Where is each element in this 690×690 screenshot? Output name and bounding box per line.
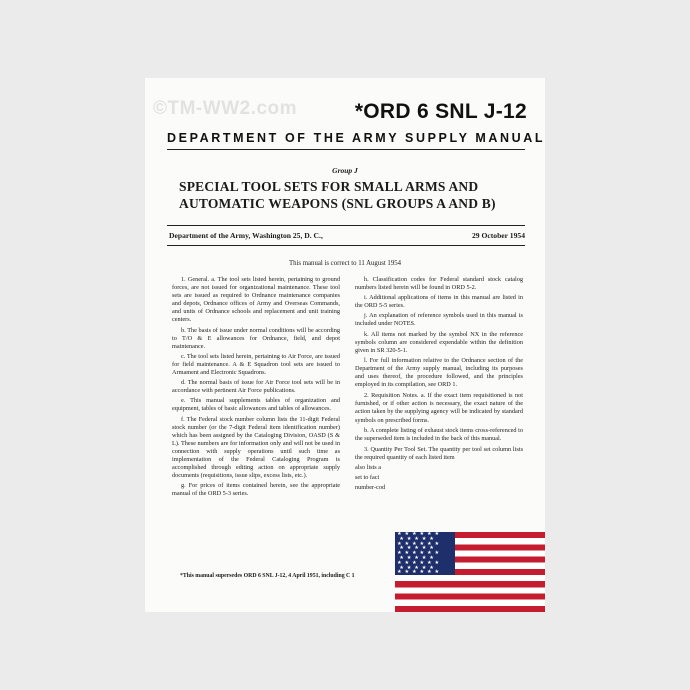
watermark: ©TM-WW2.com — [153, 98, 298, 119]
paragraph: e. This manual supplements tables of organization and equipment, tables of basic allowances and tables of allowances. — [172, 397, 340, 413]
paragraph: l. For full information relative to the Ordnance section of the Department of the Army supply manual, including its purposes and uses thereof, the procedure followed, and the principles employed in its compilation, see ORD 1. — [355, 356, 523, 389]
issuer-line: Department of the Army, Washington 25, D. C., — [169, 231, 323, 240]
paragraph: j. An explanation of reference symbols used in this manual is included under NOTES. — [355, 312, 523, 328]
supersedes-footnote: *This manual supersedes ORD 6 SNL J-12, 4 April 1951, including C 1 — [180, 573, 355, 579]
paragraph: number-cod — [355, 484, 386, 492]
title-rule-top — [167, 225, 525, 226]
issue-date: 29 October 1954 — [471, 231, 525, 240]
paragraph: f. The Federal stock number column lists the 11-digit Federal stock number (or the 7-digit Federal item identification number) which has been assigned by the Cataloging Division, OASD (S & L). These numbers are for information only and will not be used in connection with supply operations until such time as implementation of the Federal Cataloging Program is accomplished through editing action on appropriate supply documents (requisitions, issue slips, excess lists, etc.). — [172, 415, 340, 480]
title-rule-bottom — [167, 245, 525, 246]
left-column — [172, 276, 340, 500]
paragraph: set to faci — [355, 474, 380, 482]
paragraph: 1. General. a. The tool sets listed herein, pertaining to ground forces, are not issued for organizational maintenance. These tool sets are issued as required to Ordnance maintenance companies and depots, Ordnance offices of Army and Overseas Commands, and units of Ordnance schools and replacement and unit training centers. — [172, 276, 340, 324]
manual-title: SPECIAL TOOL SETS FOR SMALL ARMS AND AUTOMATIC WEAPONS (SNL GROUPS A AND B) — [179, 179, 496, 211]
paragraph: also lists a — [355, 463, 382, 471]
department-heading: DEPARTMENT OF THE ARMY SUPPLY MANUAL — [167, 131, 545, 145]
paragraph: 3. Quantity Per Tool Set. The quantity per tool set column lists the required quantity of each listed item — [355, 445, 523, 461]
paragraph: k. All items not marked by the symbol NX in the reference symbols column are considered expendable within the definition given in SR 320-5-1. — [355, 330, 523, 354]
paragraph: b. A complete listing of exhaust stock items cross-referenced to the superseded item is included in the back of this manual. — [355, 426, 523, 442]
paragraph: d. The normal basis of issue for Air Force tool sets will be in accordance with pertinent Air Force publications. — [172, 379, 340, 395]
document-number: *ORD 6 SNL J-12 — [354, 100, 527, 123]
right-column — [355, 276, 523, 494]
paragraph: i. Additional applications of items in this manual are listed in the ORD 5-5 series. — [355, 294, 523, 310]
paragraph: h. Classification codes for Federal standard stock catalog numbers listed herein will be found in ORD 5-2. — [355, 276, 523, 292]
paragraph: g. For prices of items contained herein, see the appropriate manual of the ORD 5-3 series. — [172, 482, 340, 498]
group-label: Group J — [332, 166, 358, 175]
correct-to-note: This manual is correct to 11 August 1954 — [288, 260, 402, 267]
us-flag-icon — [395, 532, 545, 612]
paragraph: 2. Requisition Notes. a. If the exact item requisitioned is not furnished, or if other action is necessary, the exact nature of the action taken by the supplying agency will be indicated by standard symbols on prescribed forms. — [355, 392, 523, 424]
flag-stars: ★ ★ ★ ★ ★ ★ ★ ★ ★ ★ ★ ★ ★ ★ ★ ★ ★ ★ ★ ★ ★ ★ ★ ★ ★ ★ ★ ★ ★ ★ ★ ★ ★ ★ ★ ★ ★ ★ ★ ★ ★ ★ ★ ★ ★ ★ ★ ★ ★ ★ — [397, 532, 440, 575]
paragraph: b. The basis of issue under normal conditions will be according to T/O & E allowances for Ordnance, field, and depot maintenance. — [172, 326, 340, 350]
flag-canton — [395, 532, 455, 575]
paragraph: c. The tool sets listed herein, pertaining to Air Force, are issued for field maintenance. A & E Squadron tool sets are issued to Armament and Electronic Squadrons. — [172, 352, 340, 377]
heading-rule — [167, 149, 525, 150]
